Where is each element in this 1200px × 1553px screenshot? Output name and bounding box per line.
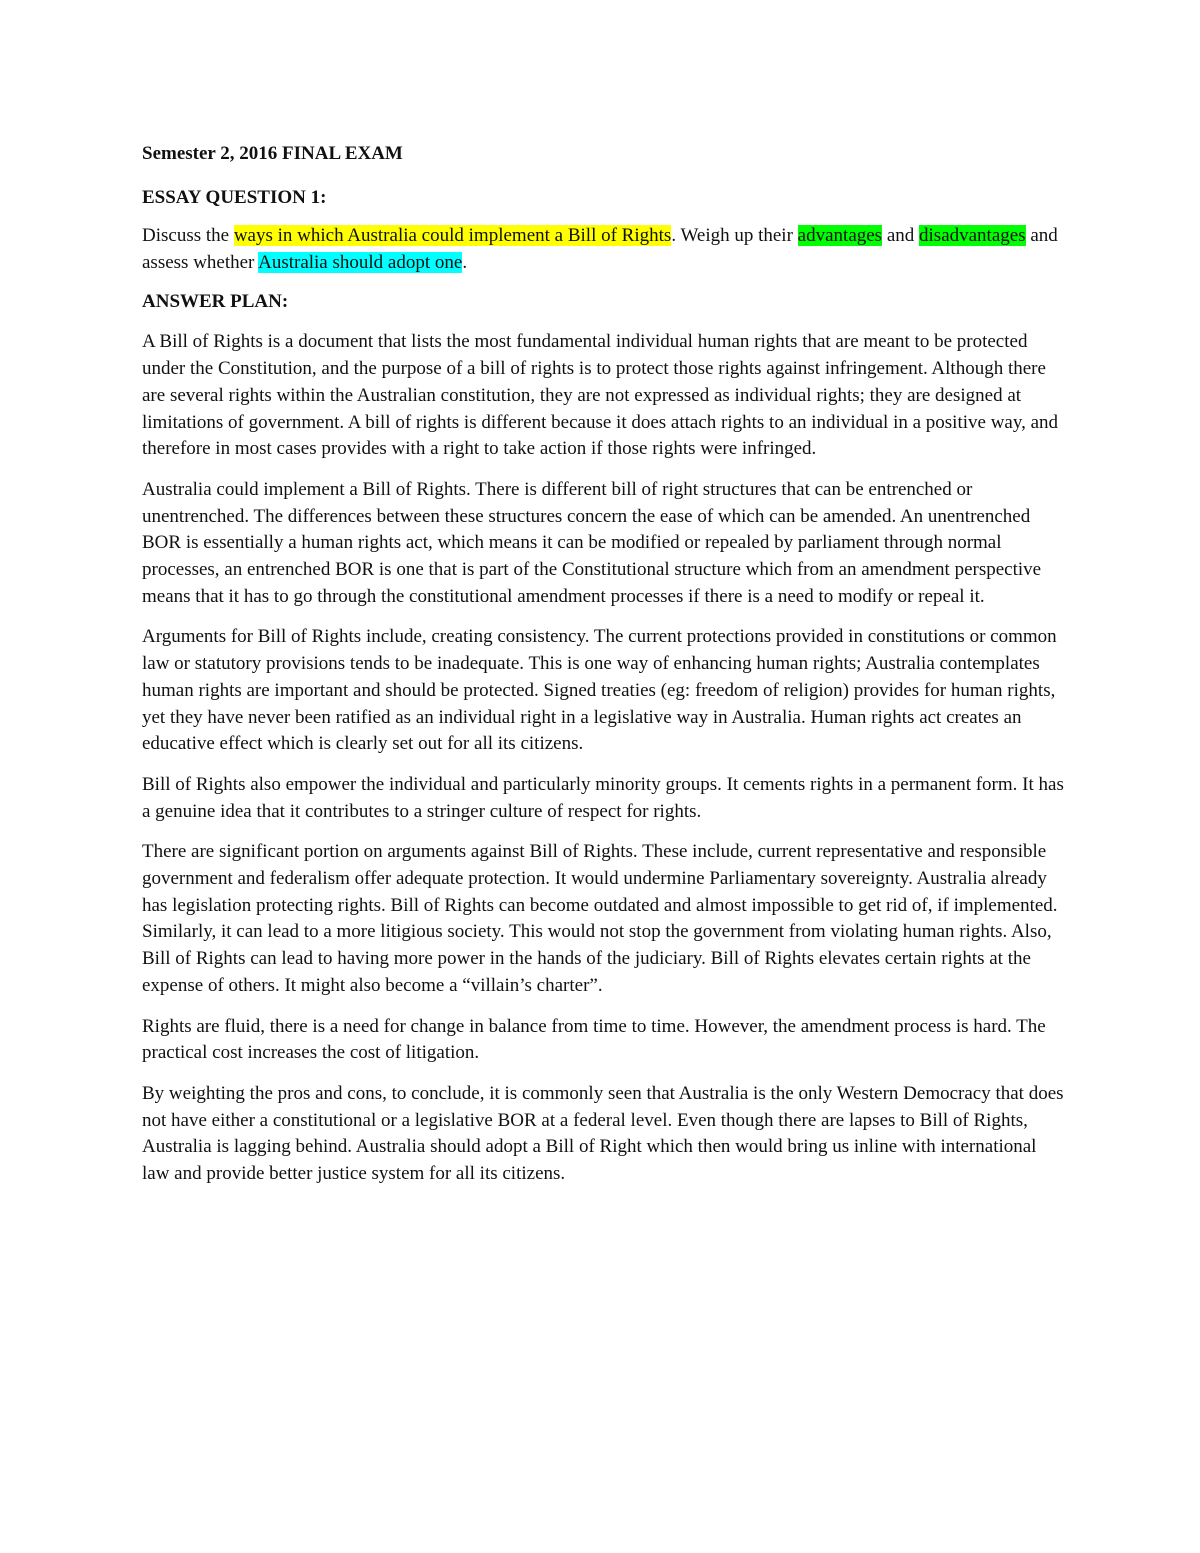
paragraph-definition: A Bill of Rights is a document that lists the most fundamental individual human rights that are meant to be protected under the Constitution, and the purpose of a bill of rights is to protect those rights against infringement. Although there are several rights within the Australian constitution, they are not expressed as individual rights; they are designed at limitations of government. A bill of rights is different because it does attach rights to an individual in a positive way, and therefore in most cases provides with a right to take action if those rights were infringed. [142,331,1059,460]
paragraph-fluid-rights: Rights are fluid, there is a need for change in balance from time to time. However, the amendment process is hard. The practical cost increases the cost of litigation. [142,1015,1046,1064]
answer-plan-heading: ANSWER PLAN: [142,291,289,313]
paragraph-implementation: Australia could implement a Bill of Rights. There is different bill of right structures that can be entrenched or unentrenched. The differences between these structures concern the ease of which can be amended. An unentrenched BOR is essentially a human rights act, which means it can be modified or repealed by parliament through normal processes, an entrenched BOR is one that is part of the Constitutional structure which from an amendment perspective means that it has to go through the constitutional amendment processes if there is a need to modify or repeal it. [142,478,1042,607]
question-text: and assess whether [142,225,1058,273]
highlight-adopt: Australia should adopt one [258,251,463,273]
paragraph-empowerment: Bill of Rights also empower the individual and particularly minority groups. It cements rights in a permanent form. It has a genuine idea that it contributes to a stringer culture of respect for rights. [142,773,1064,822]
highlight-ways: ways in which Australia could implement a Bill of Rights [233,225,672,246]
highlight-advantages: advantages [797,225,883,246]
essay-question-heading: ESSAY QUESTION 1: [142,187,327,208]
paragraph-arguments-against: There are significant portion on arguments against Bill of Rights. These include, current representative and responsible government and federalism offer adequate protection. It would undermine Parliamentary sovereignty. Australia already has legislation protecting rights. Bill of Rights can become outdated and almost impossible to get rid of, if implemented. Similarly, it can lead to a more litigious society. This would not stop the government from violating human rights. Also, Bill of Rights can lead to having more power in the hands of the judiciary. Bill of Rights elevates certain rights at the expense of others. It might also become a “villain’s charter”. [142,841,1058,996]
question-text: . [462,251,468,273]
document-page [142,140,1064,1202]
paragraph-conclusion: By weighting the pros and cons, to conclude, it is commonly seen that Australia is the only Western Democracy that does not have either a constitutional or a legislative BOR at a federal level. Even though there are lapses to Bill of Rights, Australia is lagging behind. Australia should adopt a Bill of Right which then would bring us inline with international law and provide better justice system for all its citizens. [142,1082,1064,1185]
paragraph-arguments-for: Arguments for Bill of Rights include, creating consistency. The current protections provided in constitutions or common law or statutory provisions tends to be inadequate. This is one way of enhancing human rights; Australia contemplates human rights are important and should be protected. Signed treaties (eg: freedom of religion) provides for human rights, yet they have never been ratified as an individual right in a legislative way in Australia. Human rights act creates an educative effect which is clearly set out for all its citizens. [142,626,1057,755]
essay-question [142,223,1064,276]
question-text: Discuss the [142,225,234,246]
question-text: . Weigh up their [671,225,798,246]
highlight-disadvantages: disadvantages [919,225,1026,246]
question-text: and [882,225,920,246]
document-title: Semester 2, 2016 FINAL EXAM [142,143,403,164]
